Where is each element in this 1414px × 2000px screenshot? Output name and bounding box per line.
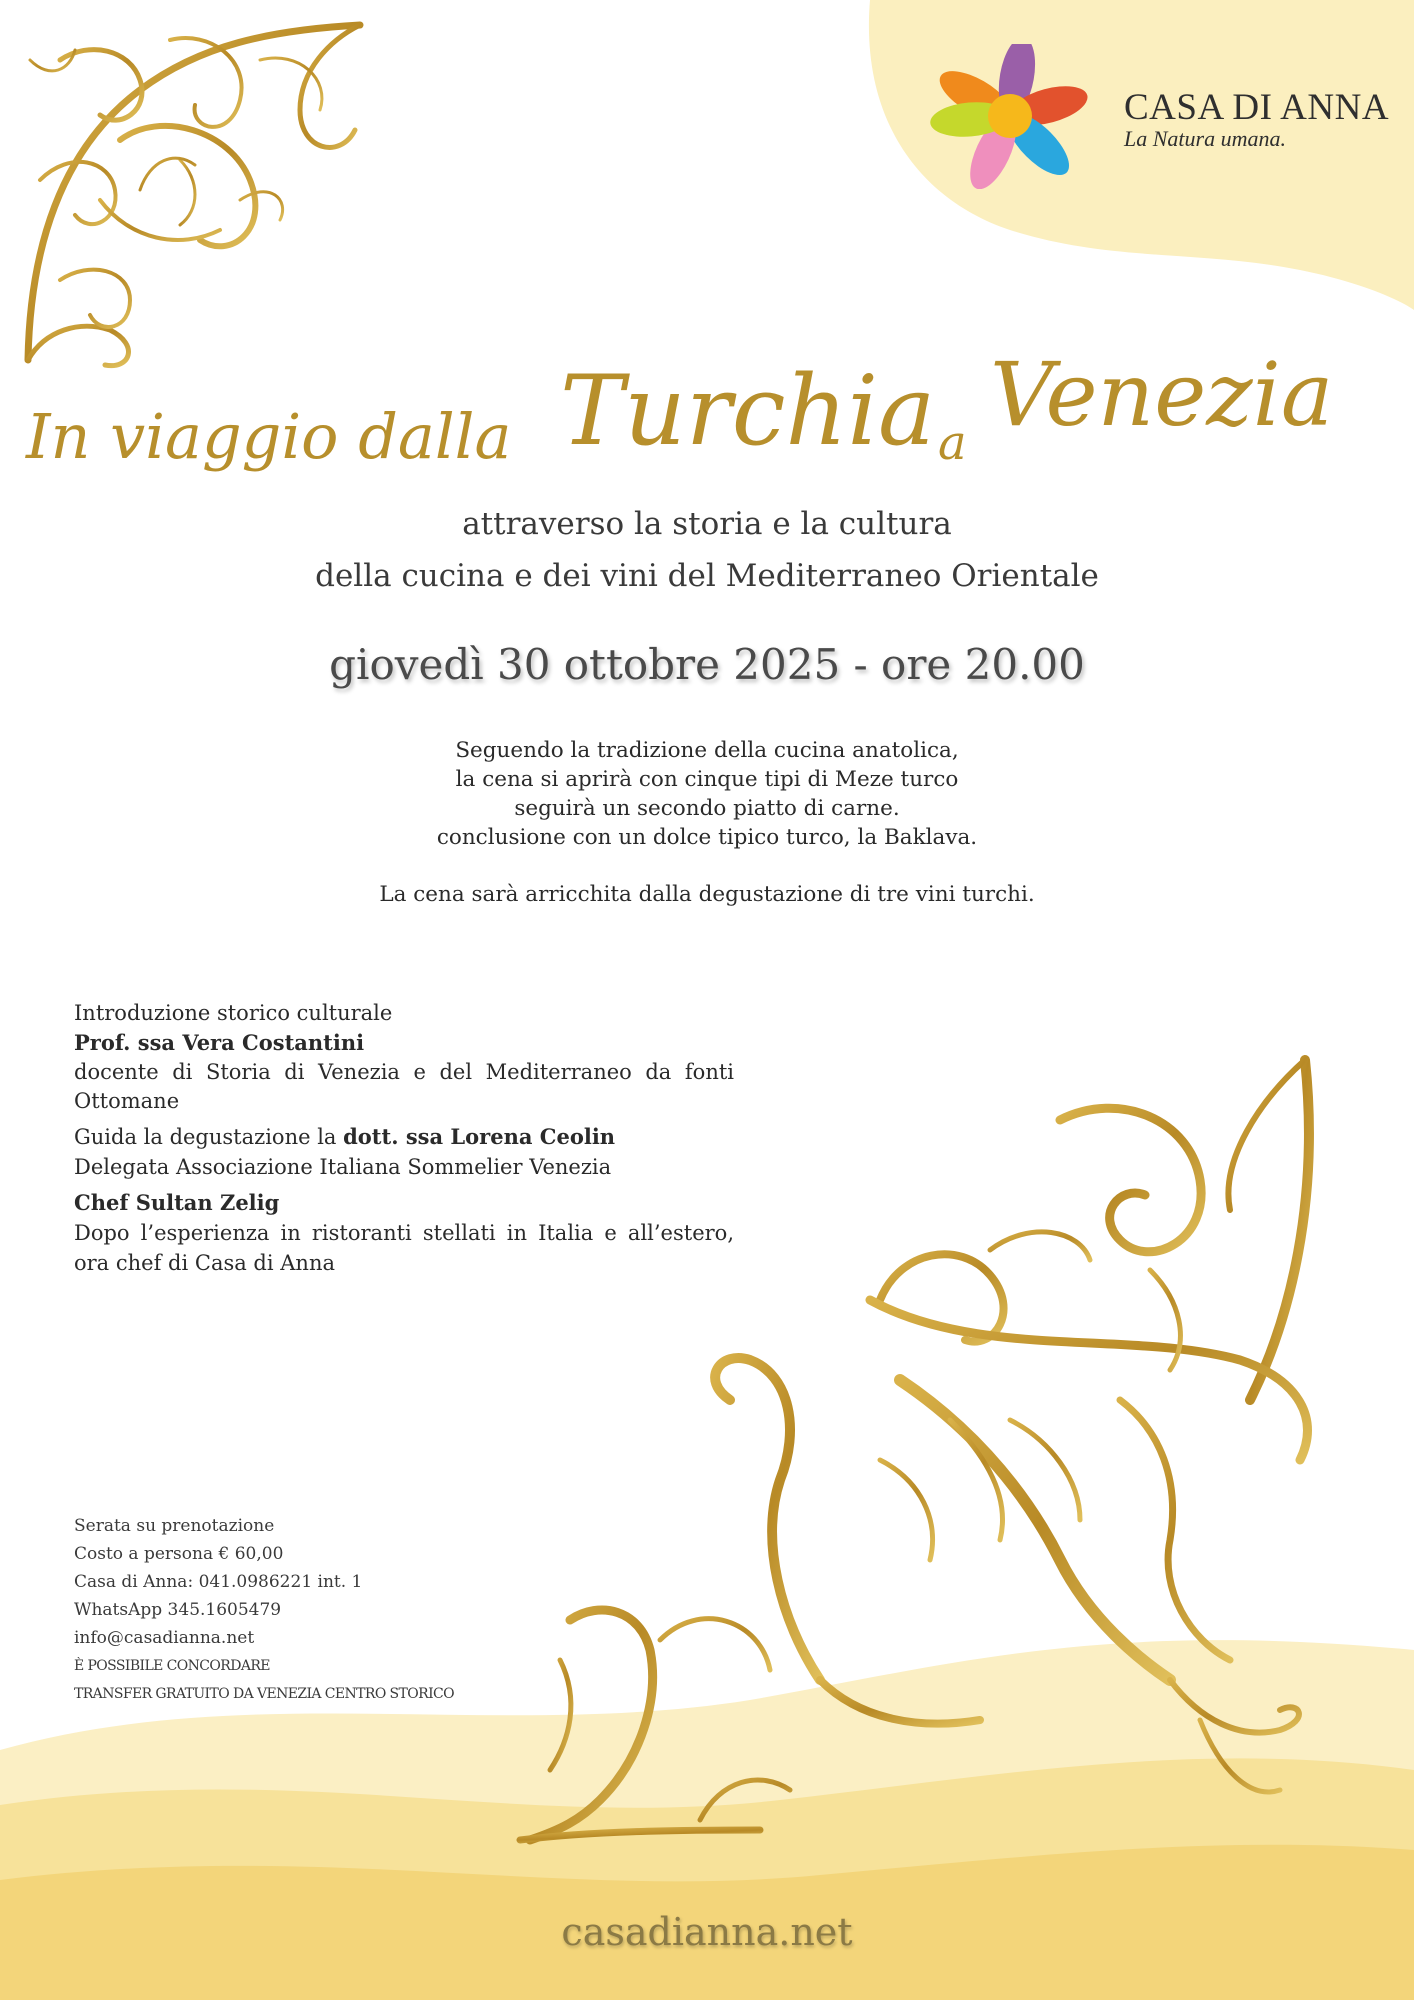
event-date: giovedì 30 ottobre 2025 - ore 20.00 (329, 640, 1085, 689)
speaker1-description: docente di Storia di Venezia e del Mediterraneo da fonti Ottomane (74, 1060, 734, 1113)
flower-logo-icon (928, 44, 1098, 189)
transfer-note-2: TRANSFER GRATUITO DA VENEZIA CENTRO STORICO (74, 1686, 455, 1702)
contact-info (74, 1512, 454, 1708)
title-part1: In viaggio dalla (26, 400, 512, 473)
transfer-note-1: È POSSIBILE CONCORDARE (74, 1658, 270, 1674)
menu-line: Seguendo la tradizione della cucina anatolica, (455, 738, 959, 763)
title-part4: Venezia (990, 343, 1334, 446)
speakers-section (74, 998, 734, 1284)
price: Costo a persona € 60,00 (74, 1544, 284, 1564)
top-left-ornament (28, 25, 360, 366)
website-url: casadianna.net (561, 1910, 853, 1954)
wine-note: La cena sarà arricchita dalla degustazione di tre vini turchi. (379, 882, 1035, 907)
subtitle-line1: attraverso la storia e la cultura (462, 506, 952, 542)
intro-label: Introduzione storico culturale (74, 1001, 393, 1025)
event-title (0, 343, 1414, 505)
booking-note: Serata su prenotazione (74, 1516, 275, 1536)
menu-description (0, 736, 1414, 852)
menu-line: la cena si aprirà con cinque tipi di Meze turco (455, 767, 959, 792)
tasting-block (74, 1122, 734, 1182)
speaker2-description: Delegata Associazione Italiana Sommelier Venezia (74, 1155, 612, 1179)
chef-description: Dopo l’esperienza in ristoranti stellati in Italia e all’estero, ora chef di Casa di Anna (74, 1221, 734, 1275)
whatsapp: WhatsApp 345.1605479 (74, 1600, 282, 1620)
speaker1-name: Prof. ssa Vera Costantini (74, 1030, 365, 1055)
phone: Casa di Anna: 041.0986221 int. 1 (74, 1572, 363, 1592)
title-part2: Turchia (560, 355, 936, 467)
email: info@casadianna.net (74, 1628, 255, 1648)
brand-name: CASA DI ANNA (1124, 87, 1390, 128)
menu-line: seguirà un secondo piatto di carne. (514, 796, 900, 821)
title-part3: a (938, 415, 967, 471)
brand-tagline: La Natura umana. (1124, 126, 1286, 151)
intro-block (74, 998, 734, 1116)
menu-line: conclusione con un dolce tipico turco, la Baklava. (436, 825, 978, 850)
chef-name: Chef Sultan Zelig (74, 1190, 280, 1215)
tasting-guide: Guida la degustazione la dott. ssa Lorena Ceolin (74, 1124, 616, 1149)
subtitle-line2: della cucina e dei vini del Mediterraneo Orientale (315, 558, 1099, 594)
chef-block (74, 1188, 734, 1278)
